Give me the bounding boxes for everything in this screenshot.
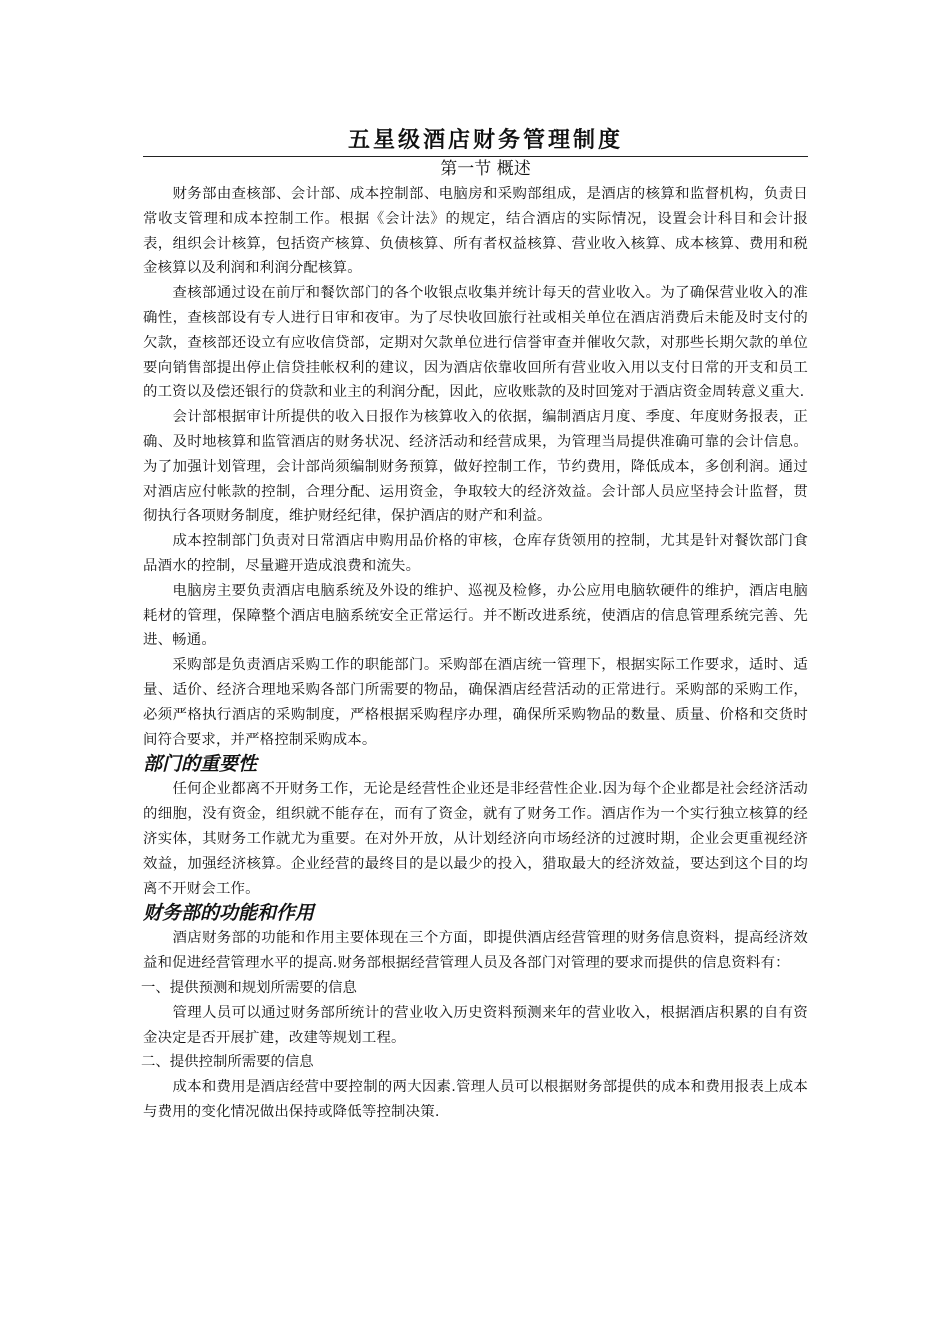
document-page [143,126,808,1125]
paragraph-purchasing: 采购部是负责酒店采购工作的职能部门。采购部在酒店统一管理下，根据实际工作要求，适时、适量、适价、经济合理地采购各部门所需要的物品，确保酒店经营活动的正常进行。采购部的采购工作，必须严格执行酒店的采购制度，严格根据采购程序办理，确保所采购物品的数量、质量、价格和交货时间符合要求，并严格控制采购成本。 [143,657,808,748]
section-heading: 第一节 概述 [440,159,531,179]
paragraph-cost-control: 成本控制部门负责对日常酒店申购用品价格的审核，仓库存货领用的控制，尤其是针对餐饮部门食品酒水的控制，尽量避开造成浪费和流失。 [143,533,808,574]
list-heading-control: 二、提供控制所需要的信息 [141,1054,314,1071]
heading-importance: 部门的重要性 [143,753,258,776]
paragraph-audit-department: 查核部通过设在前厅和餐饮部门的各个收银点收集并统计每天的营业收入。为了确保营业收入的准确性，查核部设有专人进行日审和夜审。为了尽快收回旅行社或相关单位在酒店消费后未能及时支付的欠款，查核部还设立有应收信贷部，定期对欠款单位进行信誉审查并催收欠款，对那些长期欠款的单位要向销售部提出停止信贷挂帐权利的建议，因为酒店依靠收回所有营业收入用以支付日常的开支和员工的工资以及偿还银行的贷款和业主的利润分配，因此，应收账款的及时回笼对于酒店资金周转意义重大. [143,285,808,401]
paragraph-computer-room: 电脑房主要负责酒店电脑系统及外设的维护、巡视及检修，办公应用电脑软硬件的维护，酒店电脑耗材的管理，保障整个酒店电脑系统安全正常运行。并不断改进系统，使酒店的信息管理系统完善、先进、畅通。 [143,582,808,649]
document-title: 五星级酒店财务管理制度 [347,128,623,153]
paragraph-functions: 酒店财务部的功能和作用主要体现在三个方面，即提供酒店经营管理的财务信息资料，提高经济效益和促进经营管理水平的提高.财务部根据经营管理人员及各部门对管理的要求而提供的信息资料有： [143,930,808,972]
paragraph-finance-department: 财务部由查核部、会计部、成本控制部、电脑房和采购部组成，是酒店的核算和监督机构，负责日常收支管理和成本控制工作。根据《会计法》的规定，结合酒店的实际情况，设置会计科目和会计报表，组织会计核算，包括资产核算、负债核算、所有者权益核算、营业收入核算、成本核算、费用和税金核算以及利润和利润分配核算。 [143,186,808,277]
heading-functions: 财务部的功能和作用 [143,902,315,925]
paragraph-importance: 任何企业都离不开财务工作，无论是经营性企业还是非经营性企业.因为每个企业都是社会经济活动的细胞，没有资金，组织就不能存在，而有了资金，就有了财务工作。酒店作为一个实行独立核算的经济实体，其财务工作就尤为重要。在对外开放，从计划经济向市场经济的过渡时期，企业会更重视经济效益，加强经济核算。企业经营的最终目的是以最少的投入，猎取最大的经济效益，要达到这个目的均离不开财会工作。 [143,781,808,897]
paragraph-forecasting: 管理人员可以通过财务部所统计的营业收入历史资料预测来年的营业收入，根据酒店积累的自有资金决定是否开展扩建，改建等规划工程。 [143,1004,808,1046]
paragraph-control: 成本和费用是酒店经营中要控制的两大因素.管理人员可以根据财务部提供的成本和费用报表上成本与费用的变化情况做出保持或降低等控制决策. [143,1079,808,1120]
paragraph-accounting-department: 会计部根据审计所提供的收入日报作为核算收入的依据，编制酒店月度、季度、年度财务报表，正确、及时地核算和监管酒店的财务状况、经济活动和经营成果，为管理当局提供准确可靠的会计信息。为了加强计划管理，会计部尚须编制财务预算，做好控制工作，节约费用，降低成本，多创利润。通过对酒店应付帐款的控制，合理分配、运用资金，争取较大的经济效益。会计部人员应坚持会计监督，贯彻执行各项财务制度，维护财经纪律，保护酒店的财产和利益。 [143,409,808,525]
list-heading-forecasting: 一、提供预测和规划所需要的信息 [141,979,357,996]
